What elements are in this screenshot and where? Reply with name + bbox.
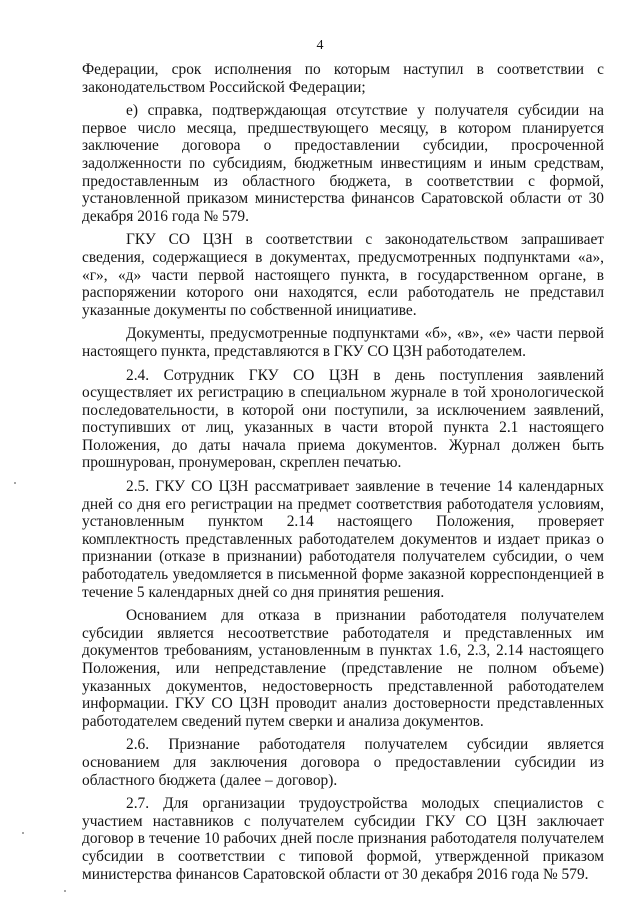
scan-speck bbox=[64, 890, 66, 892]
page-number: 4 bbox=[316, 38, 324, 53]
paragraph-continuation: Федерации, срок исполнения по которым наступил в соответствии с законодательством Российской Федерации; bbox=[82, 61, 604, 96]
scan-speck bbox=[22, 832, 24, 834]
paragraph-documents-employer: Документы, предусмотренные подпунктами «б», «в», «е» части первой настоящего пункта, представляются в ГКУ СО ЦЗН работодателем. bbox=[82, 325, 604, 360]
paragraph-2-4: 2.4. Сотрудник ГКУ СО ЦЗН в день поступления заявлений осуществляет их регистрацию в специальном журнале в той хронологической последовательности, в которой они поступили, за исключением заявлений, поступивших от лиц, указанных в части второй пункта 2.1 настоящего Положения, до даты начала приема документов. Журнал должен быть прошнурован, пронумерован, скреплен печатью. bbox=[82, 366, 604, 472]
paragraph-2-6: 2.6. Признание работодателя получателем субсидии является основанием для заключения договора о предоставлении субсидии из областного бюджета (далее – договор). bbox=[82, 736, 604, 789]
paragraph-refusal-grounds: Основанием для отказа в признании работодателя получателем субсидии является несоответствие работодателя и представленных им документов требованиям, установленным в пунктах 1.6, 2.3, 2.14 настоящего Положения, или непредставление (представление не полном объеме) указанных документов, недостоверность представленной работодателем информации. ГКУ СО ЦЗН проводит анализ достоверности представленных работодателем сведений путем сверки и анализа документов. bbox=[82, 607, 604, 730]
paragraph-2-5: 2.5. ГКУ СО ЦЗН рассматривает заявление в течение 14 календарных дней со дня его регистрации на предмет соответствия работодателя условиям, установленным пунктом 2.14 настоящего Положения, проверяет комплектность представленных работодателем документов и издает приказ о признании (отказе в признании) работодателя получателем субсидии, о чем работодатель уведомляется в письменной форме заказной корреспонденцией в течение 5 календарных дней со дня принятия решения. bbox=[82, 478, 604, 601]
document-body bbox=[82, 61, 604, 889]
scan-speck bbox=[14, 482, 16, 484]
paragraph-item-e: е) справка, подтверждающая отсутствие у получателя субсидии на первое число месяца, предшествующего месяцу, в котором планируется заключение договора о предоставлении субсидии, просроченной задолженности по субсидиям, бюджетным инвестициям и иным средствам, предоставленным из областного бюджета, в соответствии с формой, установленной приказом министерства финансов Саратовской области от 30 декабря 2016 года № 579. bbox=[82, 102, 604, 225]
paragraph-request-info: ГКУ СО ЦЗН в соответствии с законодательством запрашивает сведения, содержащиеся в документах, предусмотренных подпунктами «а», «г», «д» части первой настоящего пункта, в государственном органе, в распоряжении которого они находятся, если работодатель не представил указанные документы по собственной инициативе. bbox=[82, 231, 604, 319]
paragraph-2-7: 2.7. Для организации трудоустройства молодых специалистов с участием наставников с получателем субсидии ГКУ СО ЦЗН заключает договор в течение 10 рабочих дней после признания работодателя получателем субсидии в соответствии с типовой формой, утвержденной приказом министерства финансов Саратовской области от 30 декабря 2016 года № 579. bbox=[82, 795, 604, 883]
